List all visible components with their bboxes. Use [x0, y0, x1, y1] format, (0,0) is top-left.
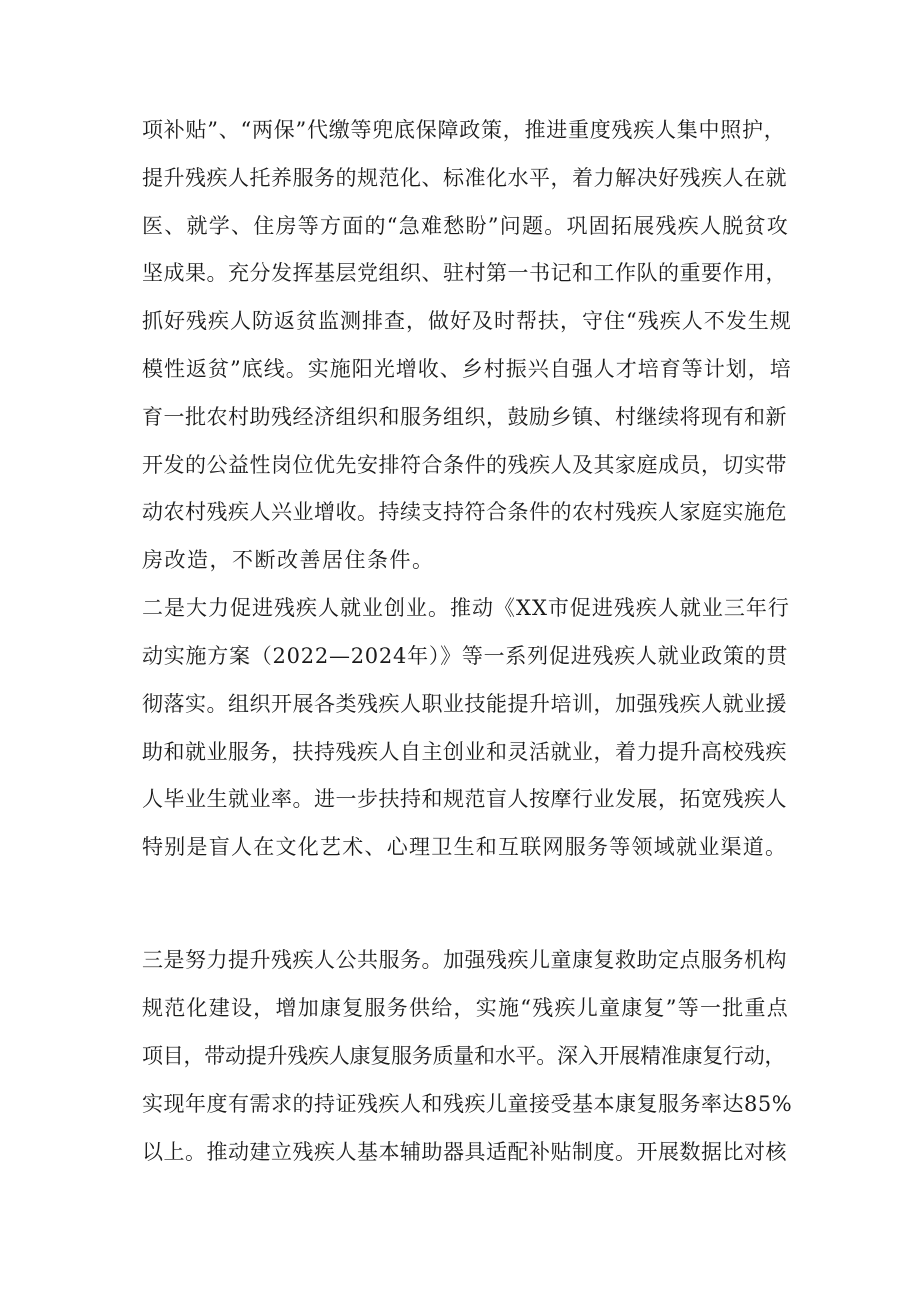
text-line: 动农村残疾人兴业增收。持续支持符合条件的农村残疾人家庭实施危 — [142, 500, 787, 524]
text-line: 规范化建设，增加康复服务供给，实施“残疾儿童康复”等一批重点 — [142, 996, 789, 1020]
text-line: 人毕业生就业率。进一步扶持和规范盲人按摩行业发展，拓宽残疾人 — [142, 787, 787, 811]
text-line: 医、就学、住房等方面的“急难愁盼”问题。巩固拓展残疾人脱贫攻 — [142, 214, 789, 238]
text-line: 开发的公益性岗位优先安排符合条件的残疾人及其家庭成员，切实带 — [142, 453, 787, 477]
text-line: 育一批农村助残经济组织和服务组织，鼓励乡镇、村继续将现有和新 — [142, 405, 787, 429]
text-line: 以上。推动建立残疾人基本辅助器具适配补贴制度。开展数据比对核 — [142, 1140, 787, 1164]
text-line: 模性返贫”底线。实施阳光增收、乡村振兴自强人才培育等计划，培 — [142, 357, 792, 381]
text-line: 实现年度有需求的持证残疾人和残疾儿童接受基本康复服务率达85% — [142, 1092, 793, 1116]
text-line: 坚成果。充分发挥基层党组织、驻村第一书记和工作队的重要作用， — [142, 261, 787, 285]
text-line: 特别是盲人在文化艺术、心理卫生和互联网服务等领域就业渠道。 — [142, 835, 788, 859]
text-line: 助和就业服务，扶持残疾人自主创业和灵活就业，着力提升高校残疾 — [142, 740, 787, 764]
text-line: 抓好残疾人防返贫监测排查，做好及时帮扶，守住“残疾人不发生规 — [142, 309, 792, 333]
text-line: 项目，带动提升残疾人康复服务质量和水平。深入开展精准康复行动， — [142, 1044, 786, 1068]
text-line: 项补贴”、“两保”代缴等兜底保障政策，推进重度残疾人集中照护， — [142, 118, 786, 142]
text-line: 提升残疾人托养服务的规范化、标准化水平，着力解决好残疾人在就 — [142, 166, 787, 190]
text-line: 动实施方案（2022—2024年）》等一系列促进残疾人就业政策的贯 — [142, 644, 789, 668]
text-line: 三是努力提升残疾人公共服务。加强残疾儿童康复救助定点服务机构 — [142, 948, 787, 972]
text-line: 二是大力促进残疾人就业创业。推动《XX市促进残疾人就业三年行 — [142, 596, 790, 620]
text-line: 彻落实。组织开展各类残疾人职业技能提升培训，加强残疾人就业援 — [142, 692, 787, 716]
text-line: 房改造，不断改善居住条件。 — [142, 548, 435, 572]
